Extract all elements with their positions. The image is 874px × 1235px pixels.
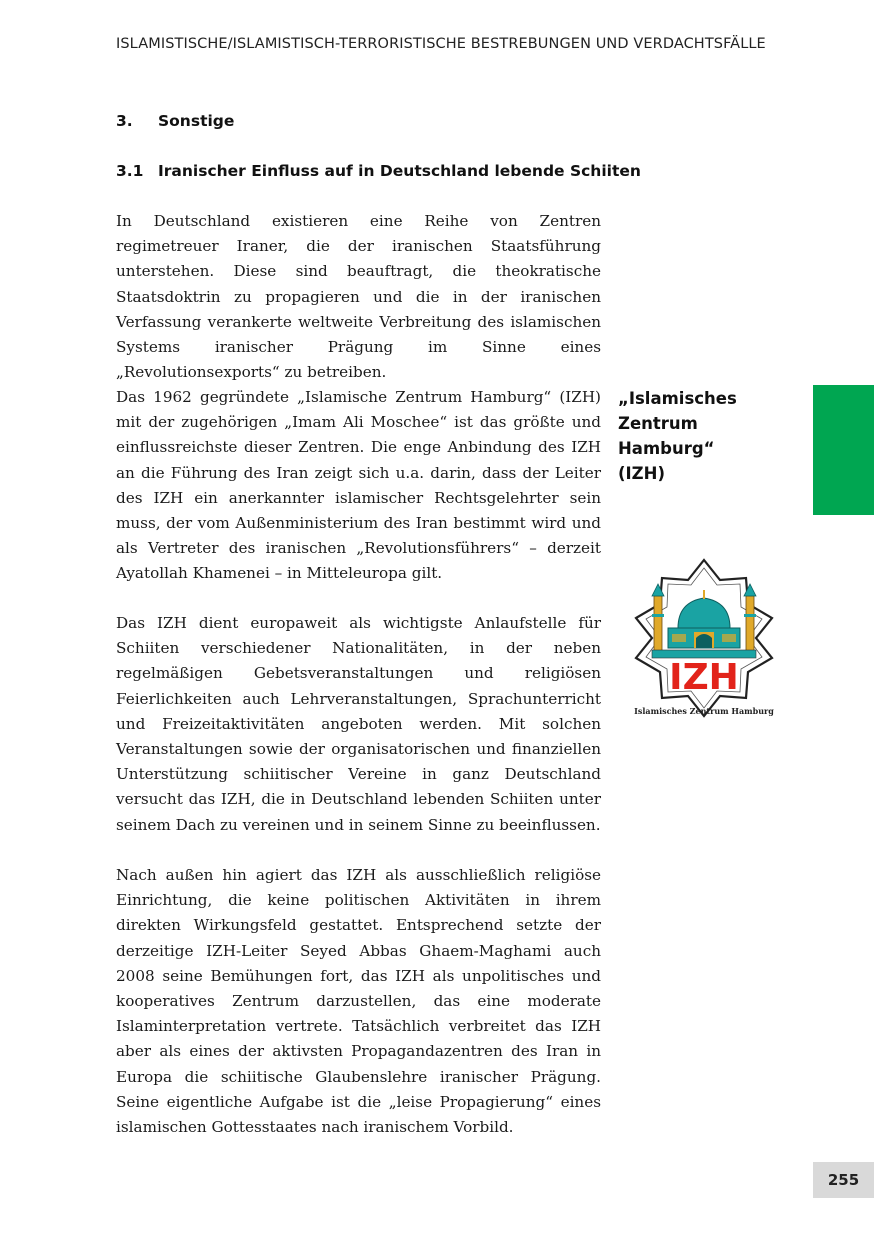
subsection-title: Iranischer Einfluss auf in Deutschland lebende Schiiten <box>158 162 641 180</box>
logo-letters: IZH <box>669 657 739 698</box>
paragraph-4: Nach außen hin agiert das IZH als ausschließlich religiöse Einrichtung, die keine politischen Aktivitäten in ihrem direkten Wirkungsfeld gestattet. Entsprechend setzte der derzeitige IZH-Leiter Seyed Abbas Ghaem-Maghami auch 2008 seine Bemühungen fort, das IZH als unpolitisches und kooperatives Zentrum darzustellen, das eine moderate Islaminterpretation vertrete. Tatsächlich verbreitet das IZH aber als eines der aktivsten Propagandazentren des Iran in Europa die schiitische Glaubenslehre iranischer Prägung. Seine eigentliche Aufgabe ist die „leise Propagierung“ eines islamischen Gottesstaates nach iranischem Vorbild. <box>116 866 601 1137</box>
paragraph-3: Das IZH dient europaweit als wichtigste Anlaufstelle für Schiiten verschiedener Nationalitäten, in der neben regelmäßigen Gebetsveranstaltungen und religiösen Feierlichkeiten auch Lehrveranstaltungen, Sprachunterricht und Freizeitaktivitäten angeboten werden. Mit solchen Veranstaltungen sowie der organisatorischen und finanziellen Unterstützung schiitischer Vereine in ganz Deutschland versucht das IZH, die in Deutschland lebenden Schiiten unter seinem Dach zu vereinen und in seinem Sinne zu beeinflussen. <box>116 614 601 834</box>
subsection-heading <box>116 162 641 180</box>
paragraph-2: Das 1962 gegründete „Islamische Zentrum Hamburg“ (IZH) mit der zugehörigen „Imam Ali Moschee“ ist das größte und einflussreichste dieser Zentren. Die enge Anbindung des IZH an die Führung des Iran zeigt sich u.a. darin, dass der Leiter des IZH ein anerkannter islamischer Rechtsgelehrter sein muss, der vom Außenministerium des Iran bestimmt wird und als Vertreter des iranischen „Revolutionsführers“ – derzeit Ayatollah Khamenei – in Mitteleuropa gilt. <box>116 388 601 583</box>
paragraph-1: In Deutschland existieren eine Reihe von Zentren regimetreuer Iraner, die der iranischen Staatsführung unterstehen. Diese sind beauftragt, die theokratische Staatsdoktrin zu propagieren und die in der iranischen Verfassung verankerte weltweite Verbreitung des islamischen Systems iranischer Prägung im Sinne eines „Revolutionsexports“ zu betreiben. <box>116 212 601 382</box>
chapter-tab <box>813 385 874 515</box>
izh-logo <box>616 556 792 720</box>
margin-note-line: Zentrum Hamburg“ <box>618 414 715 458</box>
page-number: 255 <box>813 1162 874 1198</box>
margin-note-line: „Islamisches <box>618 389 737 408</box>
margin-note-line: (IZH) <box>618 464 665 483</box>
subsection-number: 3.1 <box>116 162 144 180</box>
section-heading <box>116 112 234 130</box>
running-header: ISLAMISTISCHE/ISLAMISTISCH-TERRORISTISCHE BESTREBUNGEN UND VERDACHTSFÄLLE <box>116 36 766 52</box>
logo-caption: Islamisches Zentrum Hamburg <box>634 706 774 716</box>
margin-note <box>618 386 798 486</box>
minaret-left <box>652 584 664 656</box>
minaret-right <box>744 584 756 656</box>
section-title: Sonstige <box>158 112 235 130</box>
section-number: 3. <box>116 112 133 130</box>
